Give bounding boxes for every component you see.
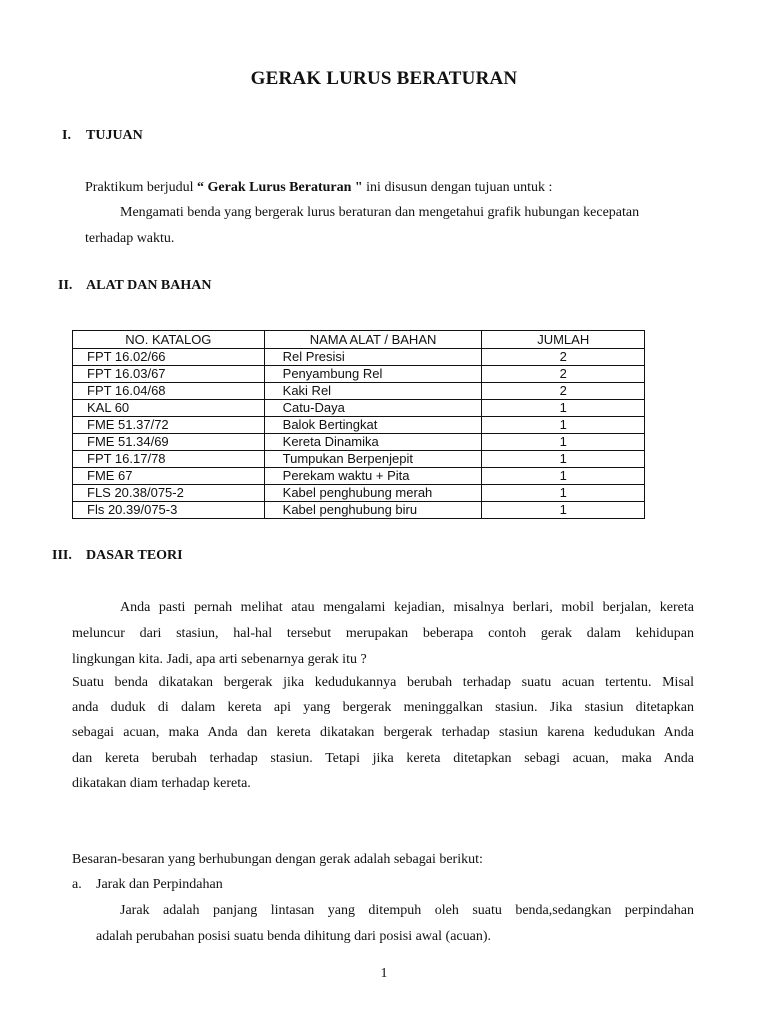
table-row — [73, 349, 645, 366]
paragraph-line: Besaran-besaran yang berhubungan dengan gerak adalah sebagai berikut: — [72, 852, 483, 867]
intro-text: Praktikum berjudul — [85, 180, 197, 195]
table-row — [73, 383, 645, 400]
list-item-a — [72, 872, 223, 898]
quantity-cell: 2 — [482, 349, 645, 366]
section-heading-tujuan — [62, 128, 143, 144]
paragraph-line: lingkungan kita. Jadi, apa arti sebenarnya gerak itu ? — [72, 652, 367, 667]
catalog-cell: FME 51.34/69 — [73, 434, 265, 451]
tujuan-intro — [85, 175, 552, 201]
paragraph-line: meluncur dari stasiun, hal-hal tersebut merupakan beberapa contoh gerak dalam kehidupan — [72, 626, 694, 641]
quantity-cell: 1 — [482, 434, 645, 451]
section-number: I. — [62, 128, 71, 143]
catalog-cell: FME 67 — [73, 468, 265, 485]
item-name-cell: Kabel penghubung merah — [264, 485, 482, 502]
column-header-name: NAMA ALAT / BAHAN — [264, 331, 482, 349]
table-row — [73, 468, 645, 485]
quantity-cell: 1 — [482, 485, 645, 502]
section-heading-dasar-teori — [52, 548, 183, 564]
paragraph-line: sebagai acuan, maka Anda dan kereta dikatakan bergerak terhadap stasiun karena kedudukan Anda — [72, 725, 694, 740]
item-name-cell: Kabel penghubung biru — [264, 502, 482, 519]
table-row — [73, 400, 645, 417]
item-name-cell: Kaki Rel — [264, 383, 482, 400]
table-row — [73, 485, 645, 502]
table-row — [73, 417, 645, 434]
catalog-cell: FPT 16.03/67 — [73, 366, 265, 383]
catalog-cell: Fls 20.39/075-3 — [73, 502, 265, 519]
paragraph-line: dan kereta berubah terhadap stasiun. Tetapi jika kereta ditetapkan sebagi acuan, maka Anda — [72, 751, 694, 766]
quantity-cell: 1 — [482, 451, 645, 468]
intro-text-end: ini disusun dengan tujuan untuk : — [362, 180, 553, 195]
paragraph-line: Anda pasti pernah melihat atau mengalami kejadian, misalnya berlari, mobil berjalan, kereta — [120, 600, 694, 615]
catalog-cell: FPT 16.17/78 — [73, 451, 265, 468]
quantity-cell: 1 — [482, 502, 645, 519]
tujuan-line-2: terhadap waktu. — [85, 231, 175, 246]
section-title: DASAR TEORI — [86, 548, 183, 563]
item-name-cell: Penyambung Rel — [264, 366, 482, 383]
list-item-label: a. — [72, 877, 82, 892]
section-title: ALAT DAN BAHAN — [86, 278, 212, 293]
catalog-cell: KAL 60 — [73, 400, 265, 417]
item-name-cell: Catu-Daya — [264, 400, 482, 417]
intro-bold-text: “ Gerak Lurus Beraturan " — [197, 180, 363, 195]
item-name-cell: Tumpukan Berpenjepit — [264, 451, 482, 468]
item-name-cell: Balok Bertingkat — [264, 417, 482, 434]
catalog-cell: FME 51.37/72 — [73, 417, 265, 434]
table-header-row — [73, 331, 645, 349]
quantity-cell: 1 — [482, 417, 645, 434]
paragraph-line: Suatu benda dikatakan bergerak jika kedudukannya berubah terhadap suatu acuan tertentu. Misal — [72, 675, 694, 690]
section-title: TUJUAN — [86, 128, 143, 143]
tujuan-line-1: Mengamati benda yang bergerak lurus beraturan dan mengetahui grafik hubungan kecepatan — [120, 205, 640, 220]
catalog-cell: FLS 20.38/075-2 — [73, 485, 265, 502]
section-heading-alat — [58, 278, 212, 294]
catalog-cell: FPT 16.02/66 — [73, 349, 265, 366]
paragraph-line: anda duduk di dalam kereta api yang bergerak meninggalkan stasiun. Jika stasiun ditetapkan — [72, 700, 694, 715]
list-item-title: Jarak dan Perpindahan — [96, 877, 223, 892]
paragraph-line: dikatakan diam terhadap kereta. — [72, 776, 251, 791]
quantity-cell: 1 — [482, 468, 645, 485]
quantity-cell: 2 — [482, 383, 645, 400]
equipment-table — [72, 330, 645, 519]
page-title: GERAK LURUS BERATURAN — [250, 68, 518, 89]
section-number: III. — [52, 548, 72, 563]
item-name-cell: Kereta Dinamika — [264, 434, 482, 451]
quantity-cell: 2 — [482, 366, 645, 383]
page-number: 1 — [380, 966, 388, 981]
catalog-cell: FPT 16.04/68 — [73, 383, 265, 400]
table-row — [73, 451, 645, 468]
item-name-cell: Perekam waktu + Pita — [264, 468, 482, 485]
table-row — [73, 434, 645, 451]
table-row — [73, 502, 645, 519]
item-name-cell: Rel Presisi — [264, 349, 482, 366]
paragraph-line: Jarak adalah panjang lintasan yang ditempuh oleh suatu benda,sedangkan perpindahan — [120, 903, 694, 918]
section-number: II. — [58, 278, 73, 293]
quantity-cell: 1 — [482, 400, 645, 417]
column-header-quantity: JUMLAH — [482, 331, 645, 349]
column-header-catalog: NO. KATALOG — [73, 331, 265, 349]
table-row — [73, 366, 645, 383]
paragraph-line: adalah perubahan posisi suatu benda dihitung dari posisi awal (acuan). — [96, 929, 491, 944]
